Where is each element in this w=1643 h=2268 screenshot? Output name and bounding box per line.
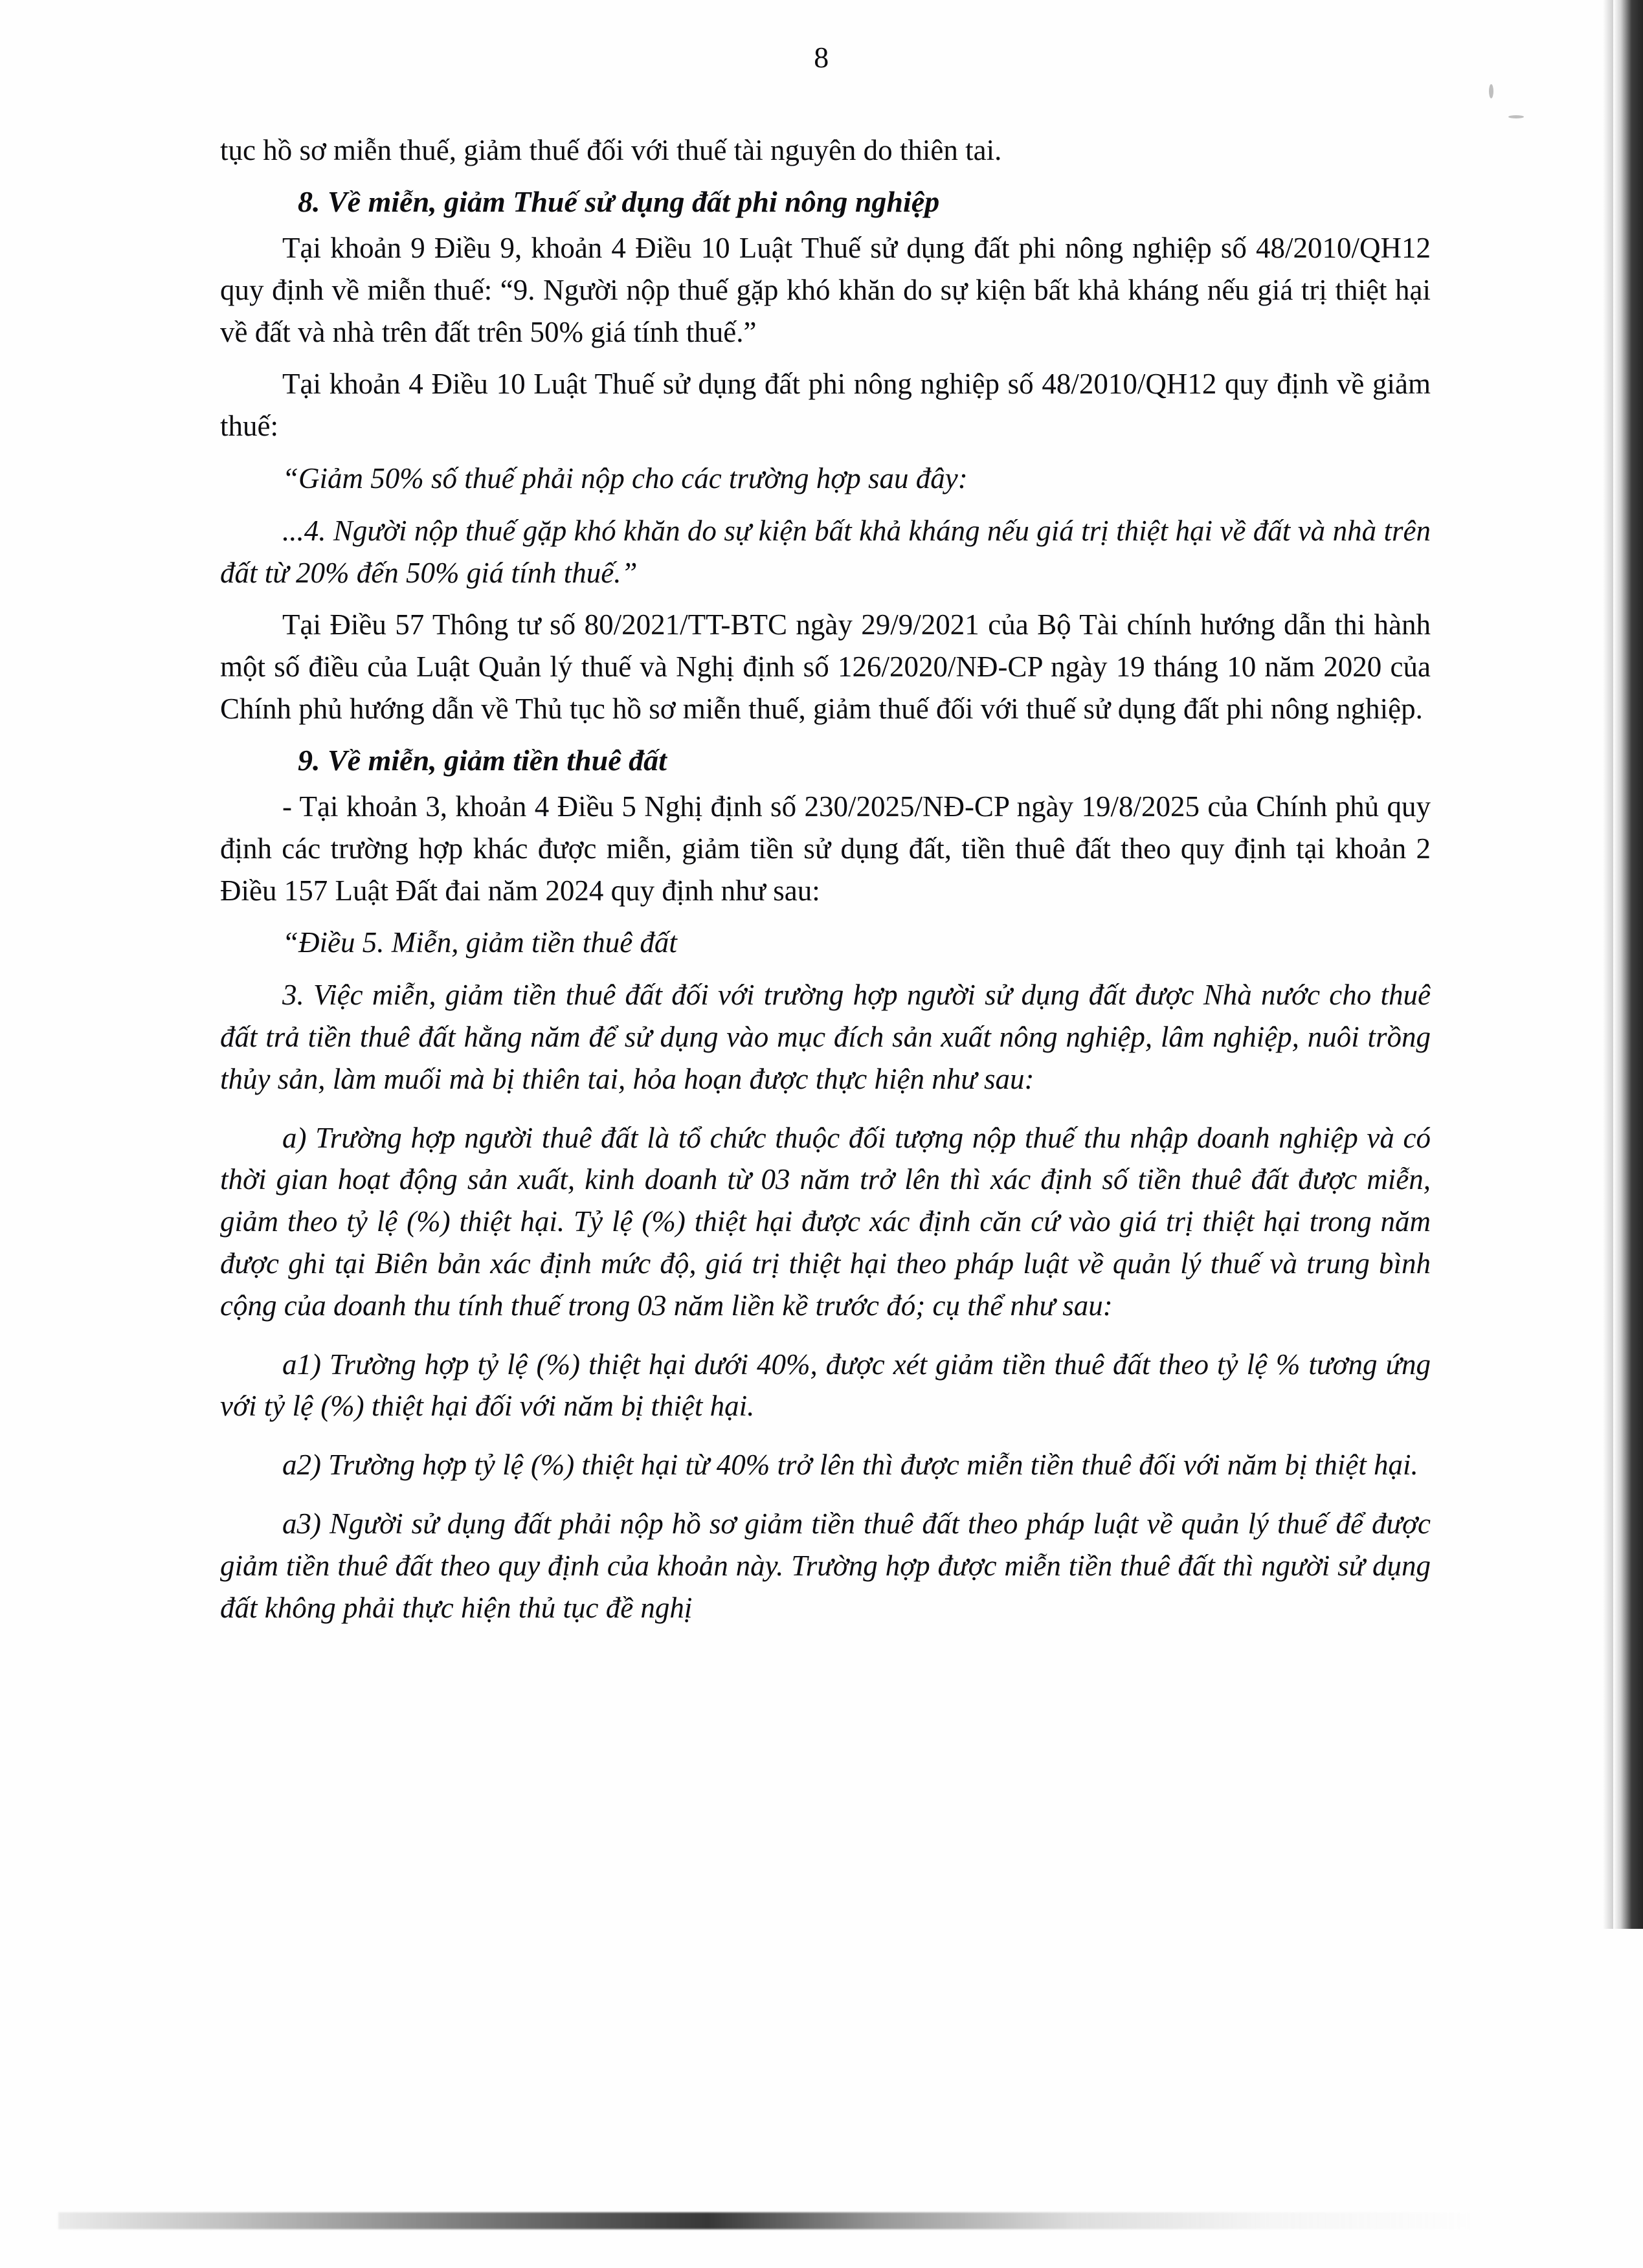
page-number: 8 — [814, 41, 829, 74]
paragraph: Tại Điều 57 Thông tư số 80/2021/TT-BTC ngày 29/9/2021 của Bộ Tài chính hướng dẫn thi hành một số điều của Luật Quản lý thuế và Nghị định số 126/2020/NĐ-CP ngày 19 tháng 10 năm 2020 của Chính phủ hướng dẫn về Thủ tục hồ sơ miễn thuế, giảm thuế đối với thuế sử dụng đất phi nông nghiệp. — [220, 608, 1431, 725]
section-heading-8: 8. Về miễn, giảm Thuế sử dụng đất phi nông nghiệp — [298, 184, 940, 218]
quote-paragraph: a1) Trường hợp tỷ lệ (%) thiệt hại dưới 40%, được xét giảm tiền thuê đất theo tỷ lệ % tương ứng với tỷ lệ (%) thiệt hại đối với năm bị thiệt hại. — [220, 1348, 1431, 1423]
scan-bottom-smudge — [58, 2212, 1470, 2229]
paragraph: tục hồ sơ miễn thuế, giảm thuế đối với thuế tài nguyên do thiên tai. — [220, 134, 1002, 166]
scan-edge-gradient — [1603, 0, 1613, 1929]
section-heading-9: 9. Về miễn, giảm tiền thuê đất — [298, 743, 667, 777]
quote-paragraph: a) Trường hợp người thuê đất là tổ chức thuộc đối tượng nộp thuế thu nhập doanh nghiệp và có thời gian hoạt động sản xuất, kinh doanh từ 03 năm trở lên thì xác định số tiền thuê đất được miễn, giảm theo tỷ lệ (%) thiệt hại. Tỷ lệ (%) thiệt hại được xác định căn cứ vào giá trị thiệt hại trong năm được ghi tại Biên bản xác định mức độ, giá trị thiệt hại theo pháp luật về quản lý thuế và trung bình cộng của doanh thu tính thuế trong 03 năm liền kề trước đó; cụ thể như sau: — [220, 1121, 1431, 1322]
scan-edge-artifact — [1613, 0, 1643, 1929]
document-body — [220, 129, 1431, 1630]
quote-paragraph: 3. Việc miễn, giảm tiền thuê đất đối với trường hợp người sử dụng đất được Nhà nước cho thuê đất trả tiền thuê đất hằng năm để sử dụng vào mục đích sản xuất nông nghiệp, lâm nghiệp, nuôi trồng thủy sản, làm muối mà bị thiên tai, hỏa hoạn được thực hiện như sau: — [220, 979, 1431, 1095]
paragraph: Tại khoản 9 Điều 9, khoản 4 Điều 10 Luật Thuế sử dụng đất phi nông nghiệp số 48/2010/QH12 quy định về miễn thuế: “9. Người nộp thuế gặp khó khăn do sự kiện bất khả kháng nếu giá trị thiệt hại về đất và nhà trên đất trên 50% giá tính thuế.” — [220, 232, 1431, 348]
quote-paragraph: a2) Trường hợp tỷ lệ (%) thiệt hại từ 40% trở lên thì được miễn tiền thuê đối với năm bị thiệt hại. — [282, 1449, 1418, 1482]
scan-speck — [1508, 115, 1524, 118]
scan-speck — [1489, 84, 1493, 98]
quote-paragraph: a3) Người sử dụng đất phải nộp hồ sơ giảm tiền thuê đất theo pháp luật về quản lý thuế để được giảm tiền thuê đất theo quy định của khoản này. Trường hợp được miễn tiền thuê đất thì người sử dụng đất không phải thực hiện thủ tục đề nghị — [220, 1507, 1431, 1624]
paragraph: - Tại khoản 3, khoản 4 Điều 5 Nghị định số 230/2025/NĐ-CP ngày 19/8/2025 của Chính phủ quy định các trường hợp khác được miễn, giảm tiền sử dụng đất, tiền thuê đất theo quy định tại khoản 2 Điều 157 Luật Đất đai năm 2024 quy định như sau: — [220, 790, 1431, 907]
quote-paragraph: ...4. Người nộp thuế gặp khó khăn do sự kiện bất khả kháng nếu giá trị thiệt hại về đất và nhà trên đất từ 20% đến 50% giá tính thuế.” — [220, 514, 1431, 589]
quote-paragraph: “Giảm 50% số thuế phải nộp cho các trường hợp sau đây: — [282, 462, 968, 495]
quote-heading: “Điều 5. Miễn, giảm tiền thuê đất — [282, 926, 677, 959]
paragraph: Tại khoản 4 Điều 10 Luật Thuế sử dụng đất phi nông nghiệp số 48/2010/QH12 quy định về giảm thuế: — [220, 368, 1431, 443]
